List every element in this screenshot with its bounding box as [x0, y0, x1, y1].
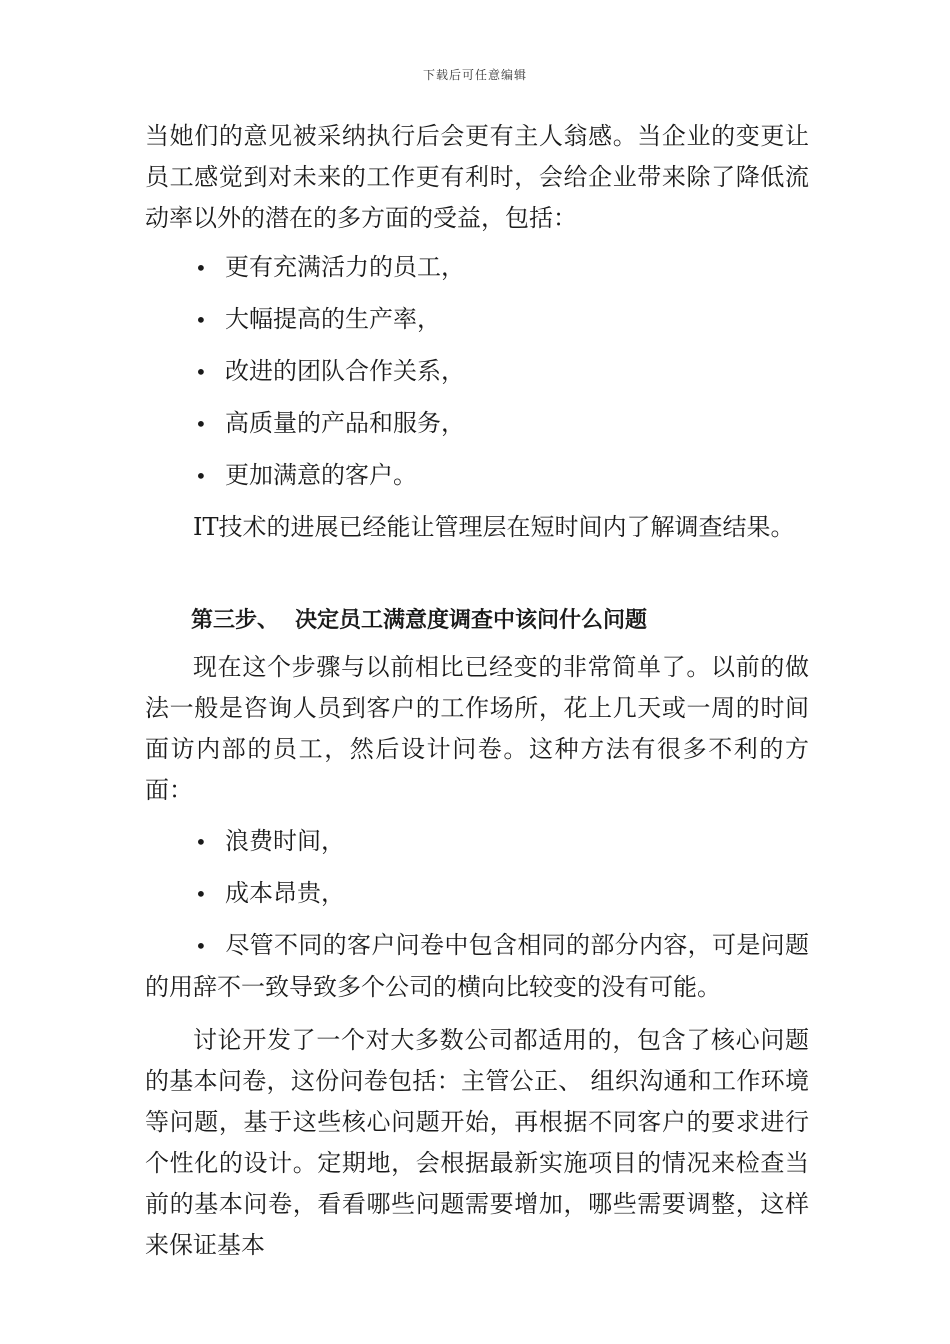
list-item [145, 403, 809, 455]
heading-step: 第三步、 [191, 608, 280, 633]
bullet-icon: • [195, 464, 207, 488]
page-header: 下载后可任意编辑 [422, 68, 527, 82]
bullet-icon: • [195, 360, 207, 384]
list-item [145, 455, 809, 507]
bullet-icon: • [195, 308, 207, 332]
bullet-icon: • [195, 882, 207, 906]
paragraph-questionnaire: 讨论开发了一个对大多数公司都适用的，包含了核心问题的基本问卷，这份问卷包括：主管公正、 组织沟通和工作环境等问题，基于这些核心问题开始，再根据不同客户的要求进行个性化的设计。定期地，会根据最新实施项目的情况来检查当前的基本问卷，看看哪些问题需要增加，哪些需要调整，这样来保证基本 [145, 1026, 809, 1259]
section-heading [145, 600, 809, 641]
benefits-list [145, 247, 809, 507]
bullet-icon: • [195, 830, 207, 854]
list-item [145, 351, 809, 403]
list-item-text: 更加满意的客户。 [225, 461, 417, 489]
list-item [145, 925, 809, 1008]
list-item [145, 299, 809, 351]
list-item-text: 大幅提高的生产率， [225, 305, 441, 333]
paragraph-intro: 当她们的意见被采纳执行后会更有主人翁感。当企业的变更让员工感觉到对未来的工作更有利时，会给企业带来除了降低流动率以外的潜在的多方面的受益，包括： [145, 122, 809, 232]
list-item-text: 成本昂贵， [225, 879, 345, 907]
bullet-icon: • [195, 256, 207, 280]
bullet-icon: • [195, 934, 207, 958]
list-item-text: 浪费时间， [225, 827, 345, 855]
heading-title: 决定员工满意度调查中该问什么问题 [295, 608, 648, 633]
document-body [145, 116, 809, 1266]
list-item-text: 改进的团队合作关系， [225, 357, 465, 385]
list-item [145, 821, 809, 873]
list-item-text: 更有充满活力的员工， [225, 253, 465, 281]
paragraph-step3: 现在这个步骤与以前相比已经变的非常简单了。以前的做法一般是咨询人员到客户的工作场所，花上几天或一周的时间面访内部的员工，然后设计问卷。这种方法有很多不利的方面： [145, 653, 809, 804]
list-item [145, 873, 809, 925]
list-item-text: 尽管不同的客户问卷中包含相同的部分内容，可是问题的用辞不一致导致多个公司的横向比较变的没有可能。 [145, 931, 809, 1001]
drawbacks-list [145, 821, 809, 1008]
bullet-icon: • [195, 412, 207, 436]
list-item [145, 247, 809, 299]
list-item-text: 高质量的产品和服务， [225, 409, 465, 437]
paragraph-it: IT技术的进展已经能让管理层在短时间内了解调查结果。 [193, 513, 795, 541]
